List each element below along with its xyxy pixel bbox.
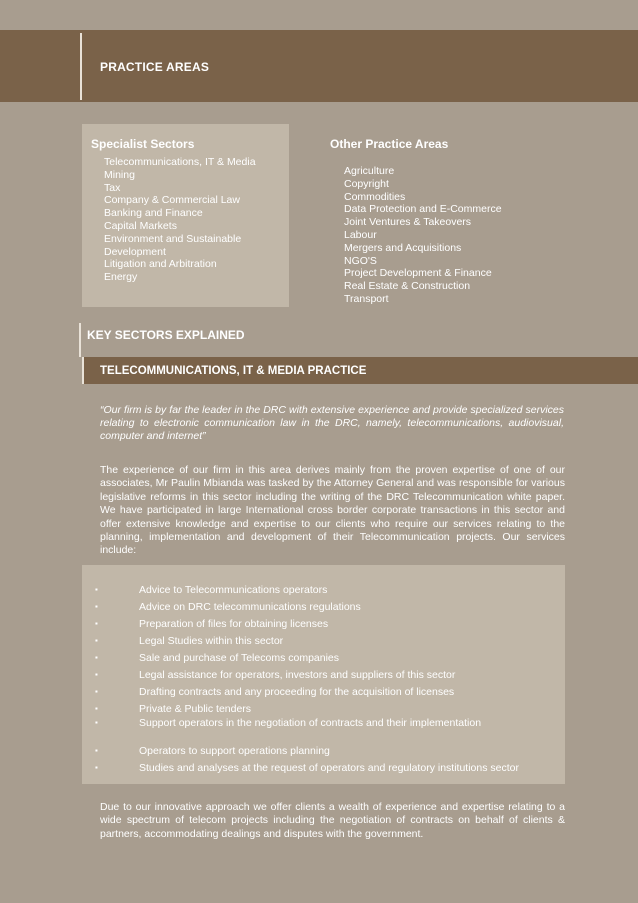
list-item: Copyright (344, 177, 389, 190)
list-item (95, 717, 535, 745)
service-label: Sale and purchase of Telecoms companies (139, 652, 340, 664)
list-item (95, 584, 535, 601)
header-divider (80, 33, 82, 100)
services-list (95, 584, 535, 790)
service-label: Studies and analyses at the request of operators and regulatory institutions sector (139, 762, 519, 774)
bullet-icon: ▪ (95, 687, 98, 696)
list-item: Company & Commercial Law (104, 194, 240, 207)
service-label: Operators to support operations planning (139, 745, 330, 757)
bullet-icon: ▪ (95, 636, 98, 645)
page-title: PRACTICE AREAS (100, 60, 210, 74)
other-practice-areas-list (344, 165, 502, 306)
header-band (0, 30, 638, 102)
service-label: Support operators in the negotiation of contracts and their implementation (139, 717, 482, 729)
list-item: Project Development & Finance (344, 267, 492, 280)
list-item (95, 745, 535, 762)
list-item: Litigation and Arbitration (104, 258, 217, 271)
specialist-sectors-list (104, 156, 284, 284)
list-item: NGO'S (344, 254, 377, 267)
list-item: Telecommunications, IT & Media (104, 156, 256, 168)
service-label: Preparation of files for obtaining licenses (139, 618, 329, 630)
service-label: Legal Studies within this sector (139, 635, 284, 647)
list-item (95, 601, 535, 618)
closing-paragraph: Due to our innovative approach we offer clients a wealth of experience and expertise relating to a wide spectrum of telecom projects including the negotiation of contracts on behalf of clients & partners, accommodating dealings and disputes with the government. (100, 801, 565, 840)
list-item: Labour (344, 228, 377, 241)
list-item: Mergers and Acquisitions (344, 241, 462, 254)
bullet-icon: ▪ (95, 746, 98, 755)
bullet-icon: ▪ (95, 763, 98, 772)
service-label: Advice to Telecommunications operators (139, 584, 328, 596)
list-item: Transport (344, 292, 389, 305)
list-item: Tax (104, 181, 121, 194)
list-item (95, 618, 535, 635)
bullet-icon: ▪ (95, 653, 98, 662)
key-sectors-divider (79, 323, 81, 357)
key-sectors-title: KEY SECTORS EXPLAINED (87, 328, 245, 342)
service-label: Advice on DRC telecommunications regulations (139, 601, 361, 613)
list-item (95, 703, 535, 717)
telecom-paragraph: The experience of our firm in this area derives mainly from the proven expertise of one of our associates, Mr Paulin Mbianda was tasked by the Attorney General and was responsible for various legislative reforms in this sector including the writing of the DRC Telecommunication white paper. We have participated in large International cross border corporate transactions in this sector and offer extensive knowledge and expertise to our clients who require our services relating to the planning, implementation and development of their Telecommunication projects. Our services include: (100, 464, 565, 557)
list-item: Data Protection and E-Commerce (344, 203, 502, 216)
list-item: Agriculture (344, 165, 395, 177)
list-item: Environment and Sustainable (104, 232, 242, 245)
telecom-quote: “Our firm is by far the leader in the DRC with extensive experience and provide specialized services relating to electronic communication law in the DRC, namely, telecommunications, audiovisual, computer and internet” (100, 404, 564, 443)
bullet-icon: ▪ (95, 704, 98, 713)
bullet-icon: ▪ (95, 718, 98, 727)
list-item: Commodities (344, 190, 406, 203)
bullet-icon: ▪ (95, 670, 98, 679)
bullet-icon: ▪ (95, 619, 98, 628)
list-item: Energy (104, 271, 138, 284)
telecom-heading: TELECOMMUNICATIONS, IT & MEDIA PRACTICE (100, 365, 367, 377)
list-item: Real Estate & Construction (344, 280, 471, 293)
list-item (95, 669, 535, 686)
bullet-icon: ▪ (95, 585, 98, 594)
specialist-sectors-title: Specialist Sectors (91, 137, 195, 151)
list-item: Capital Markets (104, 219, 177, 232)
service-label: Private & Public tenders (139, 703, 252, 715)
list-item: Banking and Finance (104, 207, 203, 220)
other-practice-areas-title: Other Practice Areas (330, 137, 449, 151)
list-item: Joint Ventures & Takeovers (344, 216, 472, 229)
telecom-heading-divider (82, 357, 84, 384)
list-item (95, 652, 535, 669)
service-label: Drafting contracts and any proceeding for the acquisition of licenses (139, 686, 455, 698)
bullet-icon: ▪ (95, 602, 98, 611)
list-item (95, 686, 535, 703)
service-label: Legal assistance for operators, investors and suppliers of this sector (139, 669, 456, 681)
list-item (95, 762, 535, 790)
list-item: Mining (104, 168, 135, 181)
list-item: Development (104, 245, 166, 258)
list-item (95, 635, 535, 652)
